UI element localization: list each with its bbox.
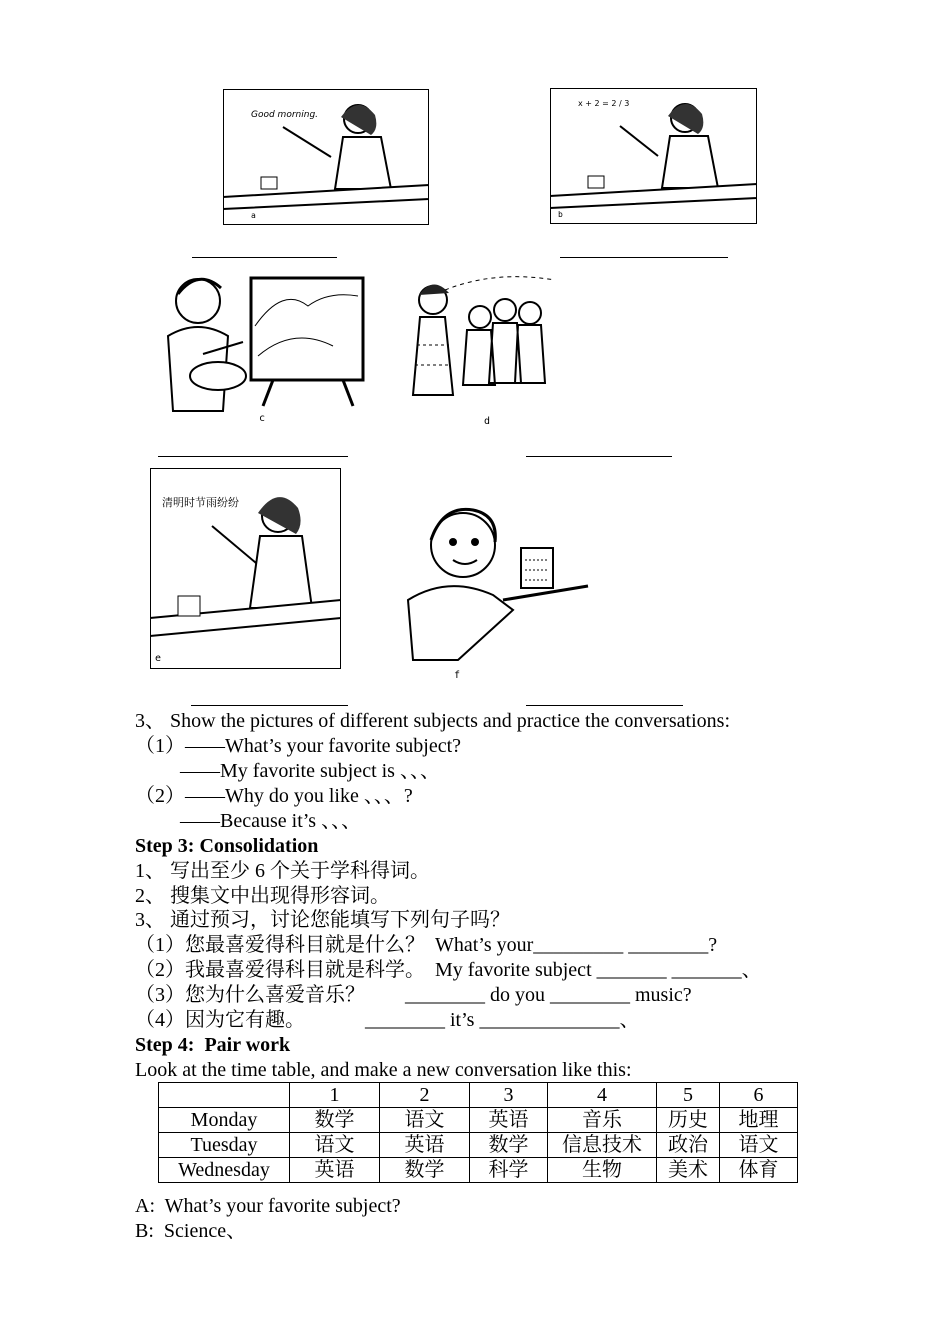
table-cell: 2 (380, 1083, 470, 1108)
table-cell: 美术 (657, 1158, 720, 1183)
table-row (159, 1133, 798, 1158)
picture-letter-c: c (259, 413, 266, 424)
answer-blank-d[interactable] (526, 456, 672, 457)
fill-sentence-3: （3）您为什么喜爱音乐？ ________ do you ________ music? (135, 984, 692, 1006)
picture-a (223, 89, 429, 225)
picture-c (143, 266, 373, 416)
table-cell: 体育 (720, 1158, 798, 1183)
picture-letter-b: b (558, 210, 563, 219)
table-cell: 6 (720, 1083, 798, 1108)
conversation-q2a: （2）——Why do you like 、、、? (135, 785, 413, 807)
answer-blank-f[interactable] (526, 705, 683, 706)
table-cell: 信息技术 (548, 1133, 657, 1158)
table-cell: 语文 (720, 1133, 798, 1158)
fill-sentence-1: （1）您最喜爱得科目就是什么？ What’s your_________ ________? (135, 934, 718, 956)
table-cell: 数学 (290, 1108, 380, 1133)
table-cell: Tuesday (159, 1133, 290, 1158)
step4-intro: Look at the time table, and make a new conversation like this: (135, 1059, 632, 1081)
table-cell: 地理 (720, 1108, 798, 1133)
table-cell: 语文 (380, 1108, 470, 1133)
step3-item3: 3、 通过预习，讨论您能填写下列句子吗？ (135, 909, 510, 931)
answer-blank-b[interactable] (560, 257, 728, 258)
picture-letter-f: f (454, 670, 461, 681)
step3-title: Step 3: Consolidation (135, 835, 319, 857)
table-cell: 语文 (290, 1133, 380, 1158)
picture-e (150, 468, 341, 669)
table-row (159, 1108, 798, 1133)
step4-title: Step 4: Pair work (135, 1034, 291, 1056)
section3-heading: 3、 Show the pictures of different subjects and practice the conversations: (135, 710, 731, 732)
picture-b (550, 88, 757, 224)
picture-letter-d: d (484, 416, 491, 427)
conversation-q1a: （1）——What’s your favorite subject? (135, 735, 462, 757)
table-cell: 3 (470, 1083, 548, 1108)
dialogue-b: B: Science、 (135, 1220, 247, 1242)
dialogue-a: A: What’s your favorite subject? (135, 1195, 401, 1217)
picture-letter-e: e (155, 653, 162, 664)
table-header-row (159, 1083, 798, 1108)
table-cell: 4 (548, 1083, 657, 1108)
table-cell: 生物 (548, 1158, 657, 1183)
picture-f (403, 500, 598, 665)
table-cell: 英语 (470, 1108, 548, 1133)
table-cell: Wednesday (159, 1158, 290, 1183)
conversation-q1b: ——My favorite subject is 、、、 (180, 760, 440, 782)
step3-item1: 1、 写出至少 6 个关于学科得词。 (135, 860, 430, 882)
board-text-e: 清明时节雨纷纷 (162, 496, 239, 509)
conversation-q2b: ——Because it’s 、、、 (180, 810, 362, 832)
step3-item2: 2、 搜集文中出现得形容词。 (135, 885, 390, 907)
fill-sentence-4: （4）因为它有趣。 ________ it’s ______________、 (135, 1009, 640, 1031)
table-cell: 数学 (380, 1158, 470, 1183)
table-cell: Monday (159, 1108, 290, 1133)
answer-blank-a[interactable] (192, 257, 337, 258)
answer-blank-c[interactable] (158, 456, 348, 457)
timetable (158, 1082, 798, 1183)
table-row (159, 1158, 798, 1183)
table-cell: 英语 (290, 1158, 380, 1183)
board-text-a: Good morning. (251, 110, 319, 120)
answer-blank-e[interactable] (191, 705, 348, 706)
board-text-b: x + 2 = 2 / 3 (578, 99, 630, 108)
table-cell (159, 1083, 290, 1108)
fill-sentence-2: （2）我最喜爱得科目就是科学。 My favorite subject _______ _______、 (135, 959, 762, 981)
table-cell: 英语 (380, 1133, 470, 1158)
picture-letter-a: a (251, 211, 256, 220)
table-cell: 科学 (470, 1158, 548, 1183)
table-cell: 音乐 (548, 1108, 657, 1133)
table-cell: 1 (290, 1083, 380, 1108)
picture-d (405, 265, 560, 405)
table-cell: 历史 (657, 1108, 720, 1133)
table-cell: 政治 (657, 1133, 720, 1158)
table-cell: 数学 (470, 1133, 548, 1158)
table-cell: 5 (657, 1083, 720, 1108)
